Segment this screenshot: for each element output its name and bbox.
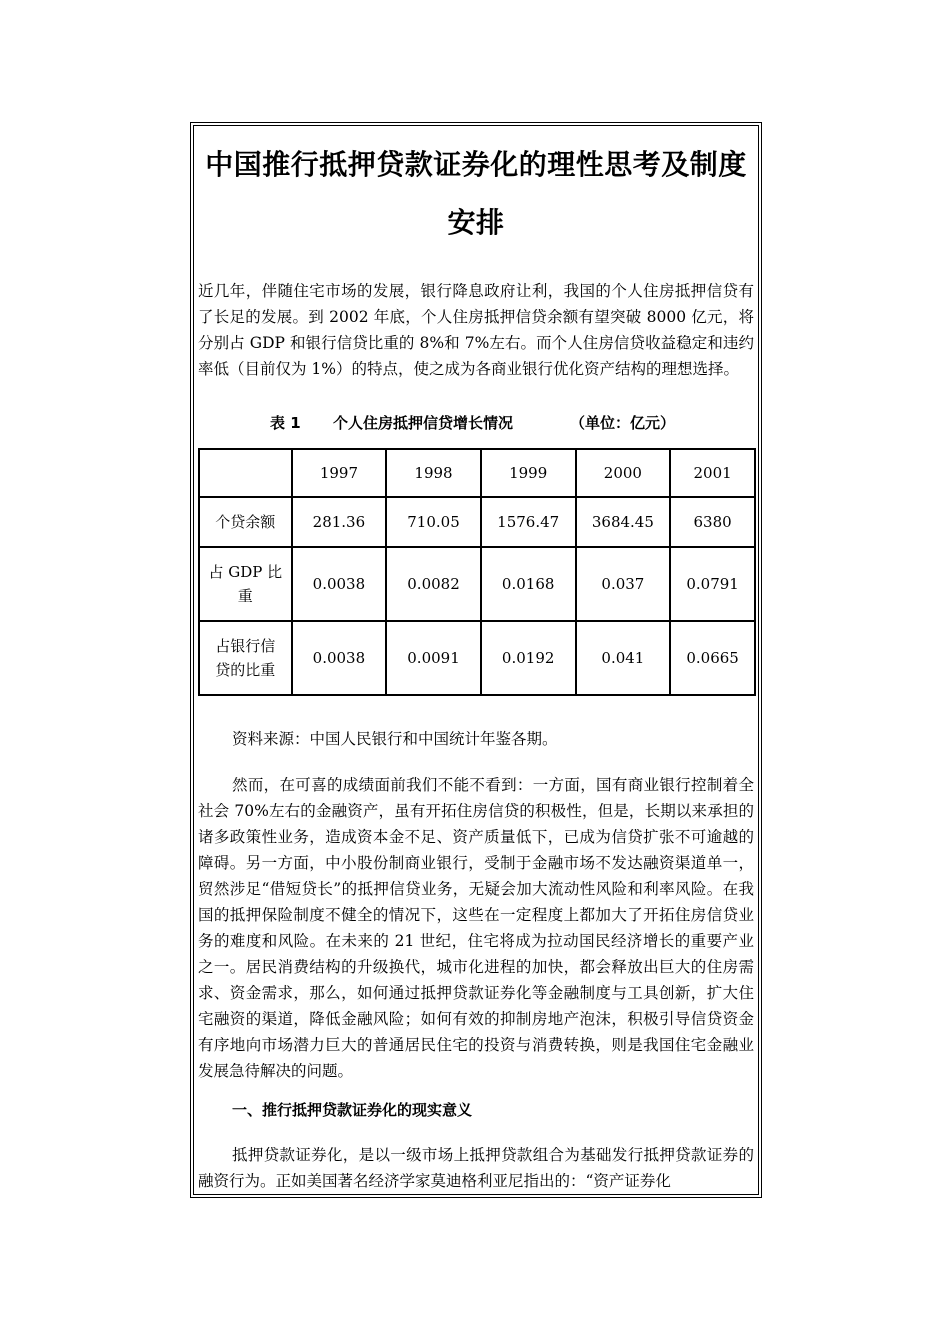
table-caption-unit: （单位：亿元）	[570, 414, 676, 432]
table-cell: 710.05	[386, 497, 481, 547]
row-label: 占 GDP 比重	[199, 547, 292, 621]
article-frame	[193, 125, 759, 1195]
table-cell: 0.0038	[292, 547, 387, 621]
table-cell: 0.0082	[386, 547, 481, 621]
table-cell: 0.0665	[670, 621, 755, 695]
table-cell: 0.041	[576, 621, 671, 695]
table-caption-title: 个人住房抵押信贷增长情况	[333, 414, 514, 432]
row-label: 个贷余额	[199, 497, 292, 547]
table-cell: 3684.45	[576, 497, 671, 547]
section-heading: 一、推行抵押贷款证券化的现实意义	[232, 1101, 473, 1119]
table-source-note: 资料来源：中国人民银行和中国统计年鉴各期。	[232, 730, 558, 748]
table-header-cell: 1999	[481, 449, 576, 497]
table-row	[199, 547, 755, 621]
table-cell: 0.0192	[481, 621, 576, 695]
table-cell: 0.0091	[386, 621, 481, 695]
table-header-cell: 2000	[576, 449, 671, 497]
table-cell: 281.36	[292, 497, 387, 547]
table-row	[199, 497, 755, 547]
table-cell: 0.0168	[481, 547, 576, 621]
table-cell: 0.037	[576, 547, 671, 621]
table-header-cell	[199, 449, 292, 497]
table-cell: 1576.47	[481, 497, 576, 547]
table-header-cell: 1997	[292, 449, 387, 497]
article-title: 中国推行抵押贷款证券化的理性思考及制度安排	[205, 148, 747, 239]
table-header-row	[199, 449, 755, 497]
table-cell: 0.0038	[292, 621, 387, 695]
body-paragraph: 抵押贷款证券化，是以一级市场上抵押贷款组合为基础发行抵押贷款证券的融资行为。正如美国著名经济学家莫迪格利亚尼指出的：“资产证券化	[198, 1146, 754, 1190]
table-row	[199, 621, 755, 695]
intro-paragraph: 近几年，伴随住宅市场的发展，银行降息政府让利，我国的个人住房抵押信贷有了长足的发展。到 2002 年底，个人住房抵押信贷余额有望突破 8000 亿元，将分别占 GDP 和银行信贷比重的 8%和 7%左右。而个人住房信贷收益稳定和违约率低（目前仅为 1%）的特点，使之成为各商业银行优化资产结构的理想选择。	[198, 282, 754, 378]
table-cell: 0.0791	[670, 547, 755, 621]
loan-growth-table	[198, 448, 756, 696]
article-body	[198, 130, 754, 1194]
body-paragraph: 然而，在可喜的成绩面前我们不能不看到：一方面，国有商业银行控制着全社会 70%左右的金融资产，虽有开拓住房信贷的积极性，但是，长期以来承担的诸多政策性业务，造成资本金不足、资产质量低下，已成为信贷扩张不可逾越的障碍。另一方面，中小股份制商业银行，受制于金融市场不发达融资渠道单一，贸然涉足“借短贷长”的抵押信贷业务，无疑会加大流动性风险和利率风险。在我国的抵押保险制度不健全的情况下，这些在一定程度上都加大了开拓住房信贷业务的难度和风险。在未来的 21 世纪，住宅将成为拉动国民经济增长的重要产业之一。居民消费结构的升级换代，城市化进程的加快，都会释放出巨大的住房需求、资金需求，那么，如何通过抵押贷款证券化等金融制度与工具创新，扩大住宅融资的渠道，降低金融风险；如何有效的抑制房地产泡沫，积极引导信贷资金有序地向市场潜力巨大的普通居民住宅的投资与消费转换，则是我国住宅金融业发展急待解决的问题。	[198, 776, 754, 1080]
table-header-cell: 2001	[670, 449, 755, 497]
table-number: 表 1	[270, 414, 301, 432]
row-label: 占银行信贷的比重	[199, 621, 292, 695]
table-header-cell: 1998	[386, 449, 481, 497]
table-cell: 6380	[670, 497, 755, 547]
